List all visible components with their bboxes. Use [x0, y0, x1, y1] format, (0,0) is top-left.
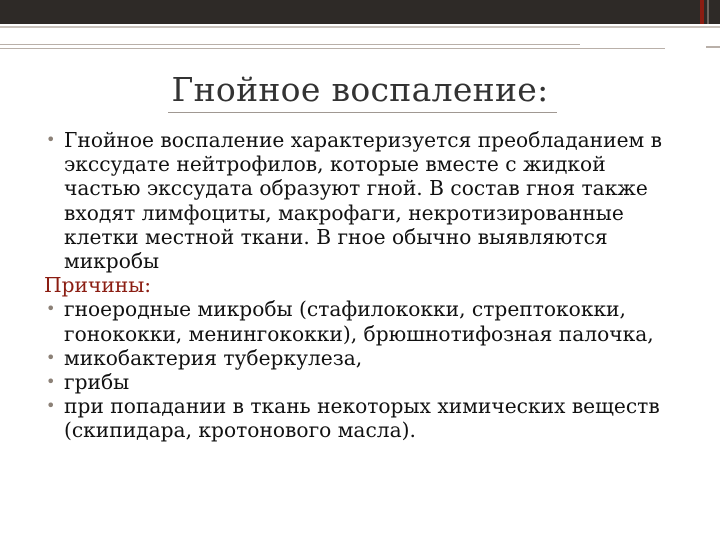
decorative-line [0, 44, 580, 45]
slide-content [44, 128, 684, 443]
bullet-text: микобактерия туберкулеза, [64, 345, 363, 370]
decorative-line [706, 46, 720, 48]
bullet-text: Гнойное воспаление характеризуется преобладанием в экссудате нейтрофилов, которые вместе с жидкой частью экссудата образуют гной. В состав гноя также входят лимфоциты, макрофаги, некротизированные клетки местной ткани. В гное обычно выявляются микробы [64, 128, 663, 274]
top-bar-accent-secondary [707, 0, 709, 24]
decorative-line [0, 48, 665, 49]
bullet-text: гноеродные микробы (стафилококки, стрептококки, гонококки, менингококки), брюшнотифозная палочка, [64, 297, 654, 346]
bullet-item [44, 370, 684, 394]
top-bar-accent [700, 0, 704, 24]
bullet-icon: • [46, 299, 56, 319]
title-underline [168, 112, 557, 113]
bullet-item [44, 128, 684, 273]
slide-title: Гнойное воспаление: [171, 70, 549, 109]
bullet-icon: • [46, 130, 56, 149]
bullet-icon: • [46, 372, 56, 392]
bullet-text: при попадании в ткань некоторых химических веществ (скипидара, кротонового масла). [64, 394, 660, 443]
bullet-icon: • [46, 396, 56, 416]
bullet-text: грибы [64, 370, 130, 395]
bullet-item [44, 394, 684, 442]
section-label: Причины: [44, 273, 152, 298]
bullet-item [44, 346, 684, 370]
decorative-line [0, 26, 720, 28]
top-bar [0, 0, 720, 24]
bullet-item [44, 297, 684, 345]
bullet-icon: • [46, 347, 56, 367]
